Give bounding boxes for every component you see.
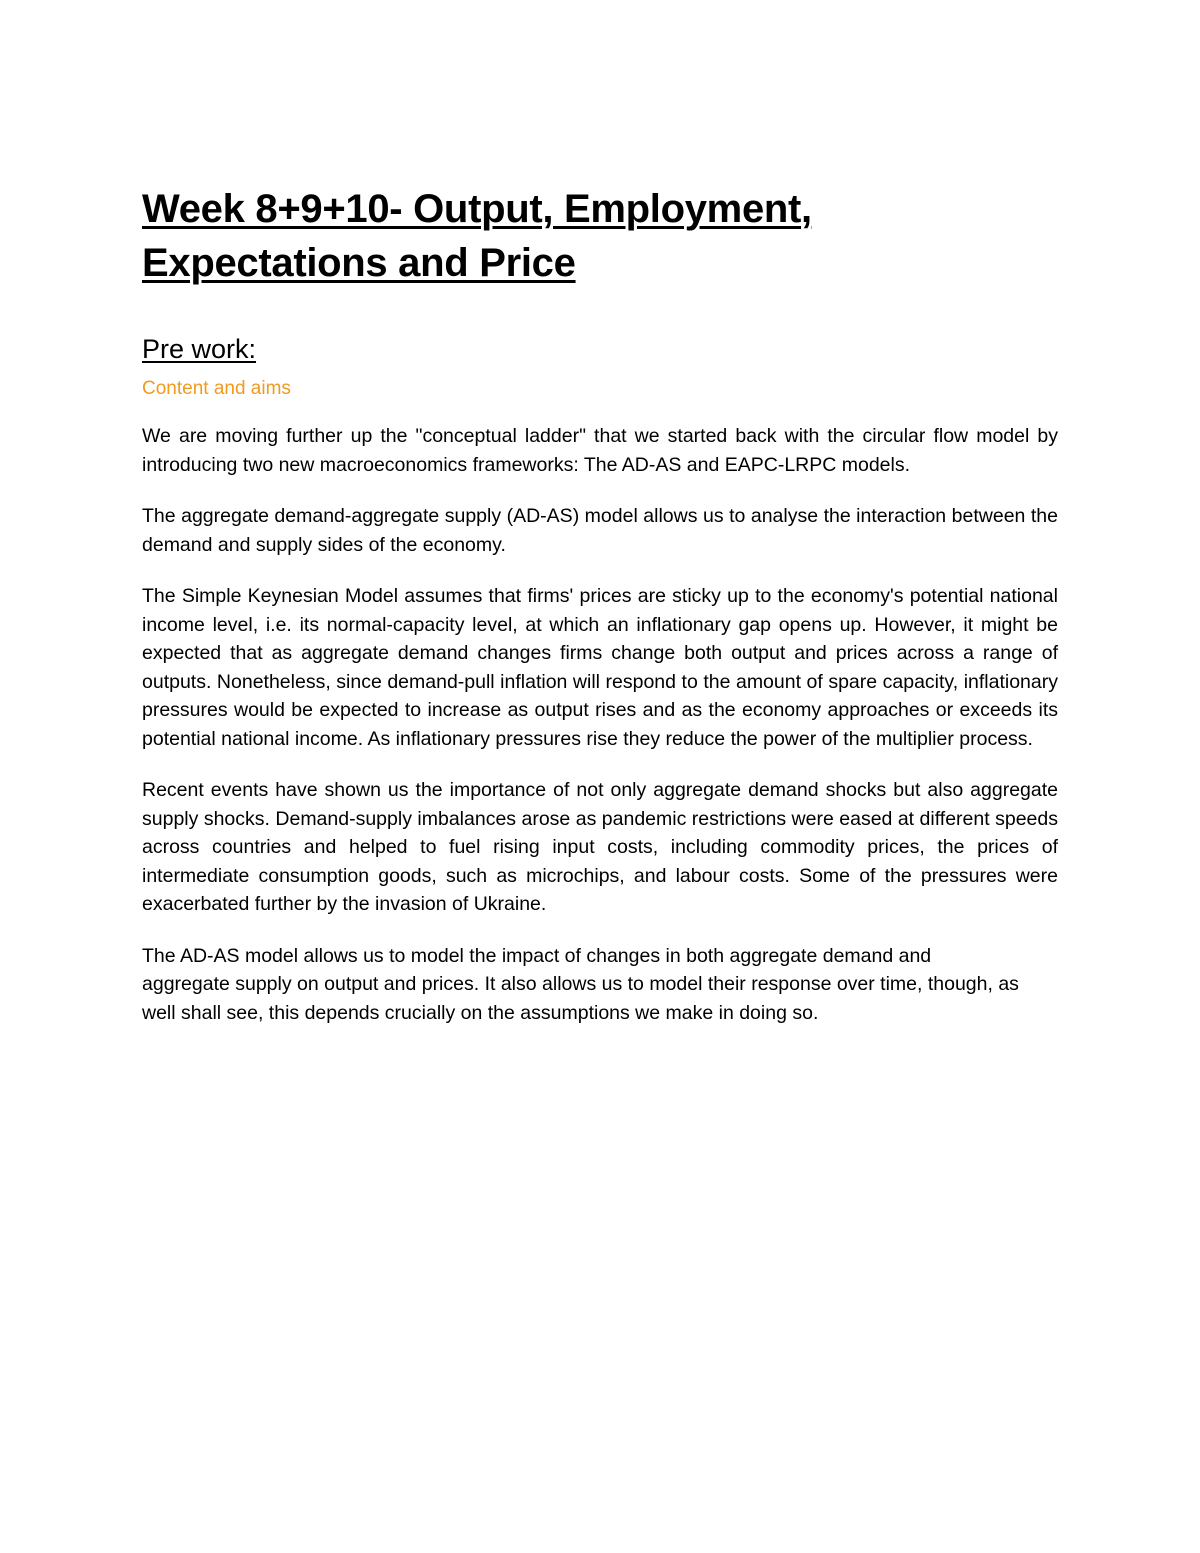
title-line-1: Week 8+9+10- Output, Employment, <box>142 187 812 231</box>
subheading-content-and-aims: Content and aims <box>142 378 291 399</box>
paragraph-simple-keynesian-model: The Simple Keynesian Model assumes that firms' prices are sticky up to the economy's potential national income level, i.e. its normal-capacity level, at which an inflationary gap opens up. However, it might be expected that as aggregate demand changes firms change both output and prices across a range of outputs. Nonetheless, since demand-pull inflation will respond to the amount of spare capacity, inflationary pressures would be expected to increase as output rises and as the economy approaches or exceeds its potential national income. As inflationary pressures rise they reduce the power of the multiplier process. <box>142 585 1058 750</box>
section-heading-pre-work: Pre work: <box>142 334 257 364</box>
paragraph-recent-events: Recent events have shown us the importance of not only aggregate demand shocks but also aggregate supply shocks. Demand-supply imbalances arose as pandemic restrictions were eased at different speeds across countries and helped to fuel rising input costs, including commodity prices, the prices of intermediate consumption goods, such as microchips, and labour costs. Some of the pressures were exacerbated further by the invasion of Ukraine. <box>142 779 1058 915</box>
paragraph-ad-as-impact: The AD-AS model allows us to model the impact of changes in both aggregate demand and aggregate supply on output and prices. It also allows us to model their response over time, though, as well shall see, this depends crucially on the assumptions we make in doing so. <box>142 944 1019 1024</box>
paragraph-conceptual-ladder: We are moving further up the "conceptual ladder" that we started back with the circular flow model by introducing two new macroeconomics frameworks: The AD-AS and EAPC-LRPC models. <box>142 425 1058 476</box>
title-line-2: Expectations and Price <box>142 241 576 285</box>
page-title <box>142 182 1058 290</box>
paragraph-ad-as-model: The aggregate demand-aggregate supply (AD-AS) model allows us to analyse the interaction between the demand and supply sides of the economy. <box>142 505 1058 556</box>
document-body <box>142 182 1058 1027</box>
